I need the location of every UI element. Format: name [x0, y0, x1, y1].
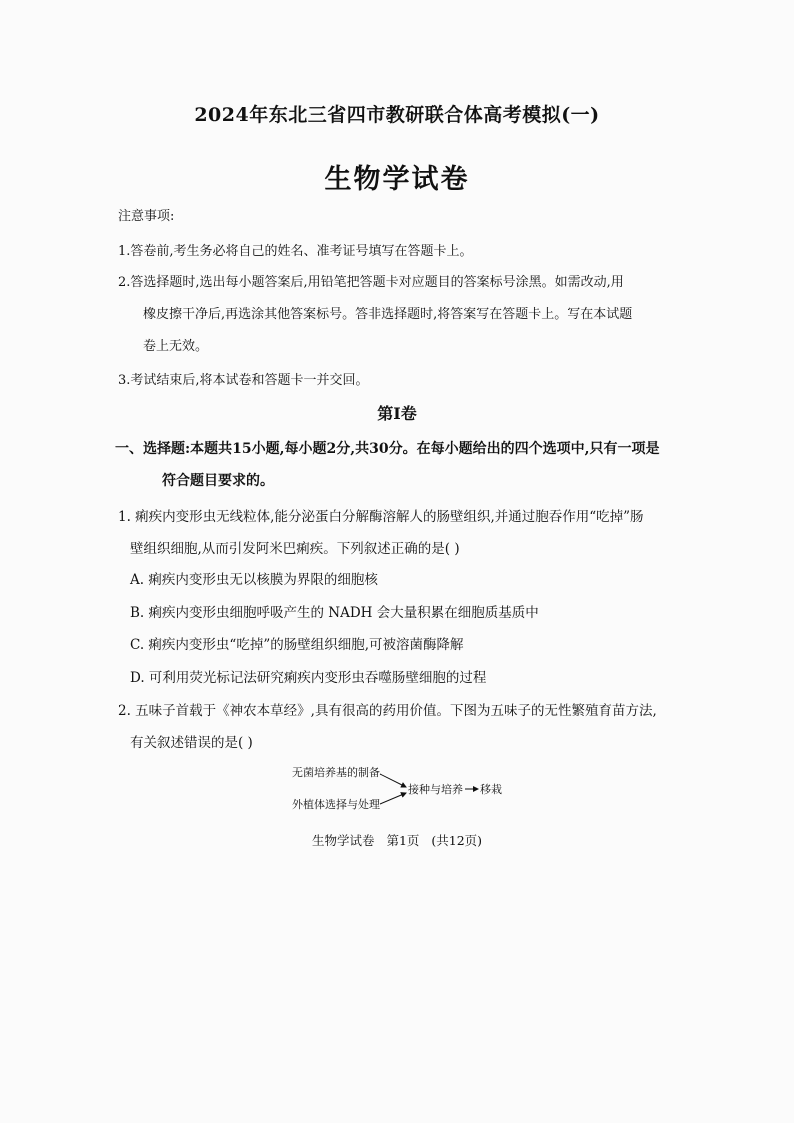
- notice-item-2-line-1: 2.答选择题时,选出每小题答案后,用铅笔把答题卡对应题目的答案标号涂黑。如需改动,用: [118, 275, 624, 290]
- diagram-node-transplant: 移栽: [480, 783, 502, 796]
- q1-option-d: D. 可利用荧光标记法研究痢疾内变形虫吞噬肠壁细胞的过程: [130, 670, 487, 686]
- diagram-arrow-2: [380, 793, 406, 804]
- page-footer: [0, 831, 794, 849]
- notice-item-2-line-3: 卷上无效。: [143, 339, 209, 354]
- notice-item-2-line-2: 橡皮擦干净后,再选涂其他答案标号。答非选择题时,将答案写在答题卡上。写在本试题: [143, 307, 633, 322]
- diagram-node-explant-prep: 外植体选择与处理: [292, 798, 380, 811]
- diagram-arrow-1: [380, 774, 406, 787]
- notice-item-1: 1.答卷前,考生务必将自己的姓名、准考证号填写在答题卡上。: [118, 244, 473, 259]
- subject-title: 生物学试卷: [324, 164, 470, 195]
- q1-option-b: B. 痢疾内变形虫细胞呼吸产生的 NADH 会大量积累在细胞质基质中: [130, 605, 539, 621]
- q2-stem-line-2: 有关叙述错误的是( ): [130, 735, 253, 751]
- diagram-node-medium-prep: 无菌培养基的制备: [292, 766, 380, 779]
- notice-heading: 注意事项:: [118, 209, 175, 224]
- section-instructions-line-2: 符合题目要求的。: [162, 473, 274, 489]
- q2-stem-line-1: 2. 五味子首载于《神农本草经》,具有很高的药用价值。下图为五味子的无性繁殖育苗方法,: [118, 703, 657, 719]
- propagation-flow-diagram: [280, 760, 510, 820]
- footer-subject: 生物学试卷: [311, 833, 375, 848]
- diagram-node-inoculation: 接种与培养: [408, 783, 463, 796]
- q1-option-c: C. 痢疾内变形虫“吃掉”的肠壁组织细胞,可被溶菌酶降解: [130, 637, 464, 653]
- q1-stem-line-2: 壁组织细胞,从而引发阿米巴痢疾。下列叙述正确的是( ): [130, 541, 460, 557]
- section-title: 第Ⅰ卷: [377, 404, 417, 423]
- q1-stem-line-1: 1. 痢疾内变形虫无线粒体,能分泌蛋白分解酶溶解人的肠壁组织,并通过胞吞作用“吃掉”肠: [118, 509, 644, 525]
- notice-item-3: 3.考试结束后,将本试卷和答题卡一并交回。: [118, 373, 369, 388]
- section-instructions-line-1: 一、选择题:本题共15小题,每小题2分,共30分。在每小题给出的四个选项中,只有一项是: [115, 441, 660, 457]
- footer-total-pages: (共12页): [431, 833, 483, 848]
- q1-option-a: A. 痢疾内变形虫无以核膜为界限的细胞核: [130, 572, 378, 588]
- exam-title: 2024年东北三省四市教研联合体高考模拟(一): [194, 104, 600, 126]
- footer-page-number: 第1页: [386, 833, 420, 848]
